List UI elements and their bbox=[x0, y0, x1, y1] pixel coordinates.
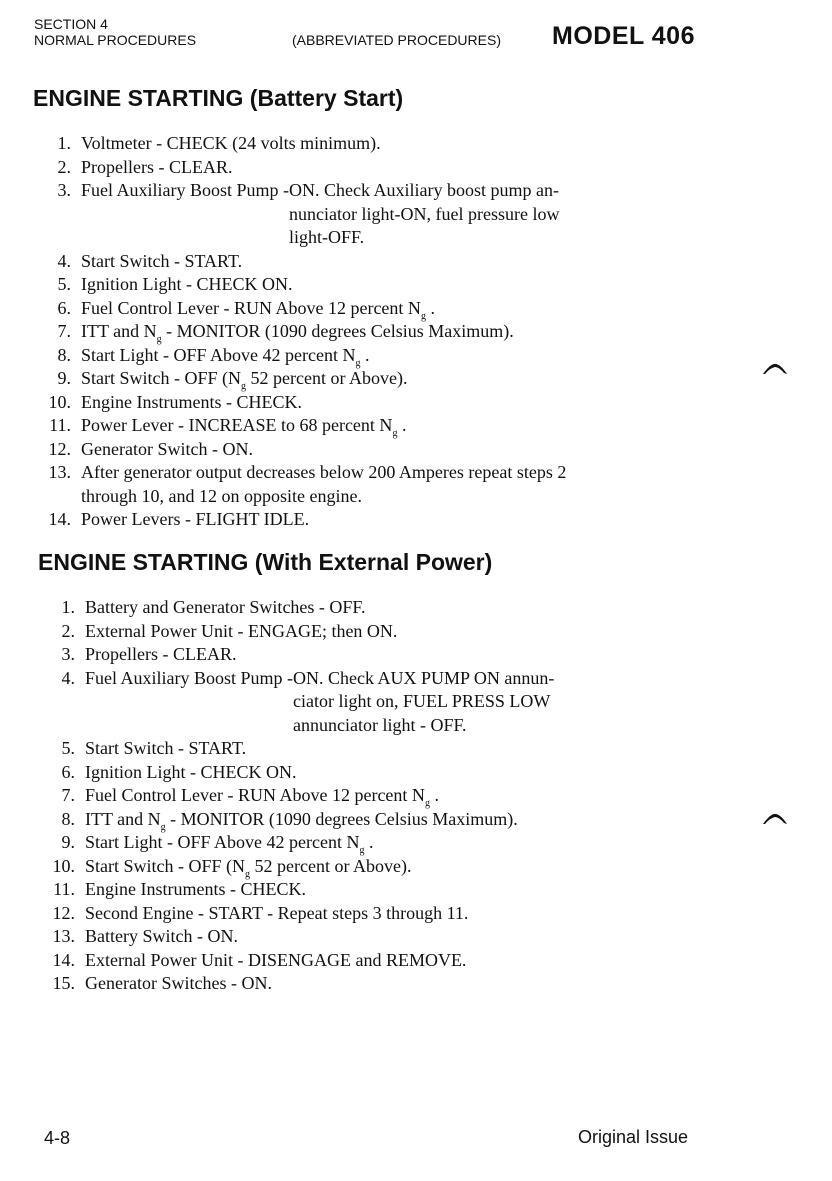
step-number: 6. bbox=[61, 761, 75, 782]
procedure-step bbox=[42, 596, 722, 620]
header-subtitle: (ABBREVIATED PROCEDURES) bbox=[292, 32, 501, 48]
step-number: 15. bbox=[52, 973, 75, 993]
subscript-g: g bbox=[359, 845, 365, 856]
procedure-step bbox=[38, 179, 718, 250]
procedure-step bbox=[42, 808, 722, 832]
procedure-step bbox=[38, 508, 718, 532]
step-item: Fuel Auxiliary Boost Pump - bbox=[85, 667, 294, 688]
step-text bbox=[81, 438, 718, 462]
model-label: MODEL 406 bbox=[552, 22, 695, 50]
step-text-part: . bbox=[425, 297, 435, 318]
step-text-part: Start Switch - OFF (N bbox=[85, 855, 246, 876]
subscript-g: g bbox=[160, 821, 166, 833]
step-text bbox=[85, 643, 722, 667]
step-text bbox=[85, 808, 722, 832]
external-power-steps bbox=[42, 596, 722, 996]
step-action-line: annunciator light - OFF. bbox=[293, 714, 467, 735]
step-text bbox=[85, 620, 722, 644]
step-text-part: . bbox=[397, 415, 407, 435]
step-text-line: Generator Switch - ON. bbox=[81, 438, 253, 459]
step-text bbox=[81, 391, 718, 415]
step-text-part: Start Switch - OFF (N bbox=[81, 368, 242, 388]
procedure-step bbox=[38, 414, 718, 438]
step-number: 1. bbox=[57, 133, 71, 153]
step-text bbox=[81, 414, 718, 438]
procedure-step bbox=[38, 344, 718, 368]
change-bar-caret-icon bbox=[762, 812, 788, 826]
step-text bbox=[85, 784, 722, 808]
step-text bbox=[81, 156, 718, 180]
step-text bbox=[85, 855, 722, 879]
procedure-step bbox=[42, 620, 722, 644]
step-text-part: ITT and N bbox=[85, 808, 161, 829]
step-number: 2. bbox=[57, 156, 71, 177]
step-text bbox=[81, 179, 718, 250]
step-text bbox=[85, 972, 722, 996]
step-number: 13. bbox=[48, 462, 71, 482]
step-text-part: - MONITOR (1090 degrees Celsius Maximum). bbox=[161, 321, 514, 341]
step-number: 4. bbox=[61, 667, 75, 688]
step-action-line: light-OFF. bbox=[289, 227, 365, 247]
step-text-part: 52 percent or Above). bbox=[246, 368, 408, 388]
step-text bbox=[81, 320, 718, 344]
step-text bbox=[85, 878, 722, 902]
step-text bbox=[85, 667, 722, 738]
step-text bbox=[85, 831, 722, 855]
step-number: 10. bbox=[52, 855, 75, 876]
step-text-line: Second Engine - START - Repeat steps 3 through 11. bbox=[85, 902, 469, 923]
battery-start-title: ENGINE STARTING (Battery Start) bbox=[33, 85, 404, 111]
step-text bbox=[85, 737, 722, 761]
step-text-part: Start Light - OFF Above 42 percent N bbox=[81, 344, 356, 365]
subscript-g: g bbox=[420, 310, 426, 322]
step-action-line: ON. Check AUX PUMP ON annun- bbox=[293, 667, 555, 688]
procedure-step bbox=[38, 438, 718, 462]
step-text bbox=[81, 508, 718, 532]
step-text-line: through 10, and 12 on opposite engine. bbox=[81, 485, 362, 506]
procedure-step bbox=[42, 784, 722, 808]
chapter-label: NORMAL PROCEDURES bbox=[34, 32, 197, 48]
procedure-step bbox=[38, 156, 718, 180]
step-text-line: Propellers - CLEAR. bbox=[85, 644, 237, 664]
step-number: 5. bbox=[57, 274, 71, 294]
step-text bbox=[85, 925, 722, 949]
procedure-step bbox=[42, 831, 722, 855]
step-number: 8. bbox=[61, 808, 75, 829]
procedure-step bbox=[42, 925, 722, 949]
step-number: 4. bbox=[57, 250, 71, 271]
procedure-step bbox=[38, 367, 718, 391]
step-text-line: External Power Unit - DISENGAGE and REMOVE. bbox=[85, 949, 467, 970]
procedure-step bbox=[42, 878, 722, 902]
step-text bbox=[85, 761, 722, 785]
step-number: 10. bbox=[48, 391, 71, 412]
step-hanging-line bbox=[85, 667, 722, 738]
step-text-part: . bbox=[364, 832, 374, 852]
running-header-left bbox=[34, 16, 196, 48]
procedure-step bbox=[38, 297, 718, 321]
step-text-part: . bbox=[429, 785, 439, 805]
step-number: 1. bbox=[61, 597, 75, 617]
step-number: 9. bbox=[61, 832, 75, 852]
step-text-part: Start Light - OFF Above 42 percent N bbox=[85, 832, 360, 852]
step-number: 8. bbox=[57, 344, 71, 365]
step-text-part: Power Lever - INCREASE to 68 percent N bbox=[81, 415, 393, 435]
procedure-step bbox=[42, 737, 722, 761]
step-action-line: ciator light on, FUEL PRESS LOW bbox=[293, 691, 551, 711]
step-text bbox=[81, 250, 718, 274]
step-hanging-line bbox=[81, 179, 718, 250]
step-text bbox=[81, 344, 718, 368]
section-label: SECTION 4 bbox=[34, 16, 108, 32]
step-text-line: Propellers - CLEAR. bbox=[81, 156, 233, 177]
procedure-step bbox=[38, 320, 718, 344]
change-bar-caret-icon bbox=[762, 362, 788, 376]
step-text-part: Fuel Control Lever - RUN Above 12 percent N bbox=[85, 785, 425, 805]
step-number: 14. bbox=[48, 509, 71, 529]
step-text bbox=[85, 596, 722, 620]
step-number: 3. bbox=[57, 180, 71, 200]
subscript-g: g bbox=[424, 798, 430, 809]
step-text-line: Battery Switch - ON. bbox=[85, 926, 238, 946]
subscript-g: g bbox=[355, 357, 361, 369]
step-text-line: Voltmeter - CHECK (24 volts minimum). bbox=[81, 133, 381, 153]
procedure-step bbox=[38, 391, 718, 415]
step-action bbox=[293, 667, 722, 738]
step-number: 11. bbox=[53, 879, 75, 899]
procedure-step bbox=[42, 902, 722, 926]
battery-start-steps bbox=[38, 132, 718, 532]
step-text bbox=[81, 273, 718, 297]
procedure-step bbox=[42, 949, 722, 973]
step-text-line: Ignition Light - CHECK ON. bbox=[81, 274, 293, 294]
procedure-step bbox=[42, 643, 722, 667]
step-text-line: Start Switch - START. bbox=[81, 250, 243, 271]
step-action bbox=[289, 179, 718, 250]
step-text-part: . bbox=[360, 344, 370, 365]
step-item: Fuel Auxiliary Boost Pump - bbox=[81, 180, 290, 200]
step-text-line: External Power Unit - ENGAGE; then ON. bbox=[85, 620, 398, 641]
step-action-line: nunciator light-ON, fuel pressure low bbox=[289, 203, 560, 224]
step-number: 2. bbox=[61, 620, 75, 641]
step-text-part: 52 percent or Above). bbox=[250, 855, 412, 876]
step-text-line: Battery and Generator Switches - OFF. bbox=[85, 597, 366, 617]
step-number: 14. bbox=[52, 949, 75, 970]
step-number: 12. bbox=[48, 438, 71, 459]
subscript-g: g bbox=[156, 334, 162, 345]
step-number: 5. bbox=[61, 738, 75, 758]
step-text-line: Power Levers - FLIGHT IDLE. bbox=[81, 509, 310, 529]
step-text-line: Engine Instruments - CHECK. bbox=[85, 879, 306, 899]
issue-label: Original Issue bbox=[578, 1127, 689, 1147]
procedure-step bbox=[38, 273, 718, 297]
step-text-line: After generator output decreases below 200 Amperes repeat steps 2 bbox=[81, 462, 567, 482]
step-number: 7. bbox=[61, 785, 75, 805]
step-text bbox=[81, 367, 718, 391]
step-number: 9. bbox=[57, 368, 71, 388]
procedure-step bbox=[38, 250, 718, 274]
procedure-step bbox=[38, 461, 718, 508]
step-number: 7. bbox=[57, 321, 71, 341]
step-text-part: - MONITOR (1090 degrees Celsius Maximum). bbox=[165, 808, 518, 829]
step-action-line: ON. Check Auxiliary boost pump an- bbox=[289, 180, 559, 200]
step-text bbox=[81, 461, 718, 508]
step-number: 11. bbox=[49, 415, 71, 435]
step-text-line: Engine Instruments - CHECK. bbox=[81, 391, 302, 412]
procedure-step bbox=[42, 667, 722, 738]
step-text-part: Fuel Control Lever - RUN Above 12 percent N bbox=[81, 297, 421, 318]
step-number: 13. bbox=[52, 926, 75, 946]
page-number: 4-8 bbox=[44, 1128, 71, 1148]
procedure-step bbox=[38, 132, 718, 156]
procedure-step bbox=[42, 972, 722, 996]
external-power-title: ENGINE STARTING (With External Power) bbox=[38, 549, 493, 575]
subscript-g: g bbox=[245, 868, 251, 880]
step-text-line: Start Switch - START. bbox=[85, 738, 247, 758]
procedure-step bbox=[42, 855, 722, 879]
step-number: 6. bbox=[57, 297, 71, 318]
subscript-g: g bbox=[241, 381, 247, 392]
step-text bbox=[81, 297, 718, 321]
step-text-part: ITT and N bbox=[81, 321, 157, 341]
step-text bbox=[85, 902, 722, 926]
step-number: 3. bbox=[61, 644, 75, 664]
step-text bbox=[85, 949, 722, 973]
procedure-step bbox=[42, 761, 722, 785]
subscript-g: g bbox=[392, 428, 398, 439]
step-text-line: Generator Switches - ON. bbox=[85, 973, 272, 993]
step-text-line: Ignition Light - CHECK ON. bbox=[85, 761, 297, 782]
step-number: 12. bbox=[52, 902, 75, 923]
step-text bbox=[81, 132, 718, 156]
